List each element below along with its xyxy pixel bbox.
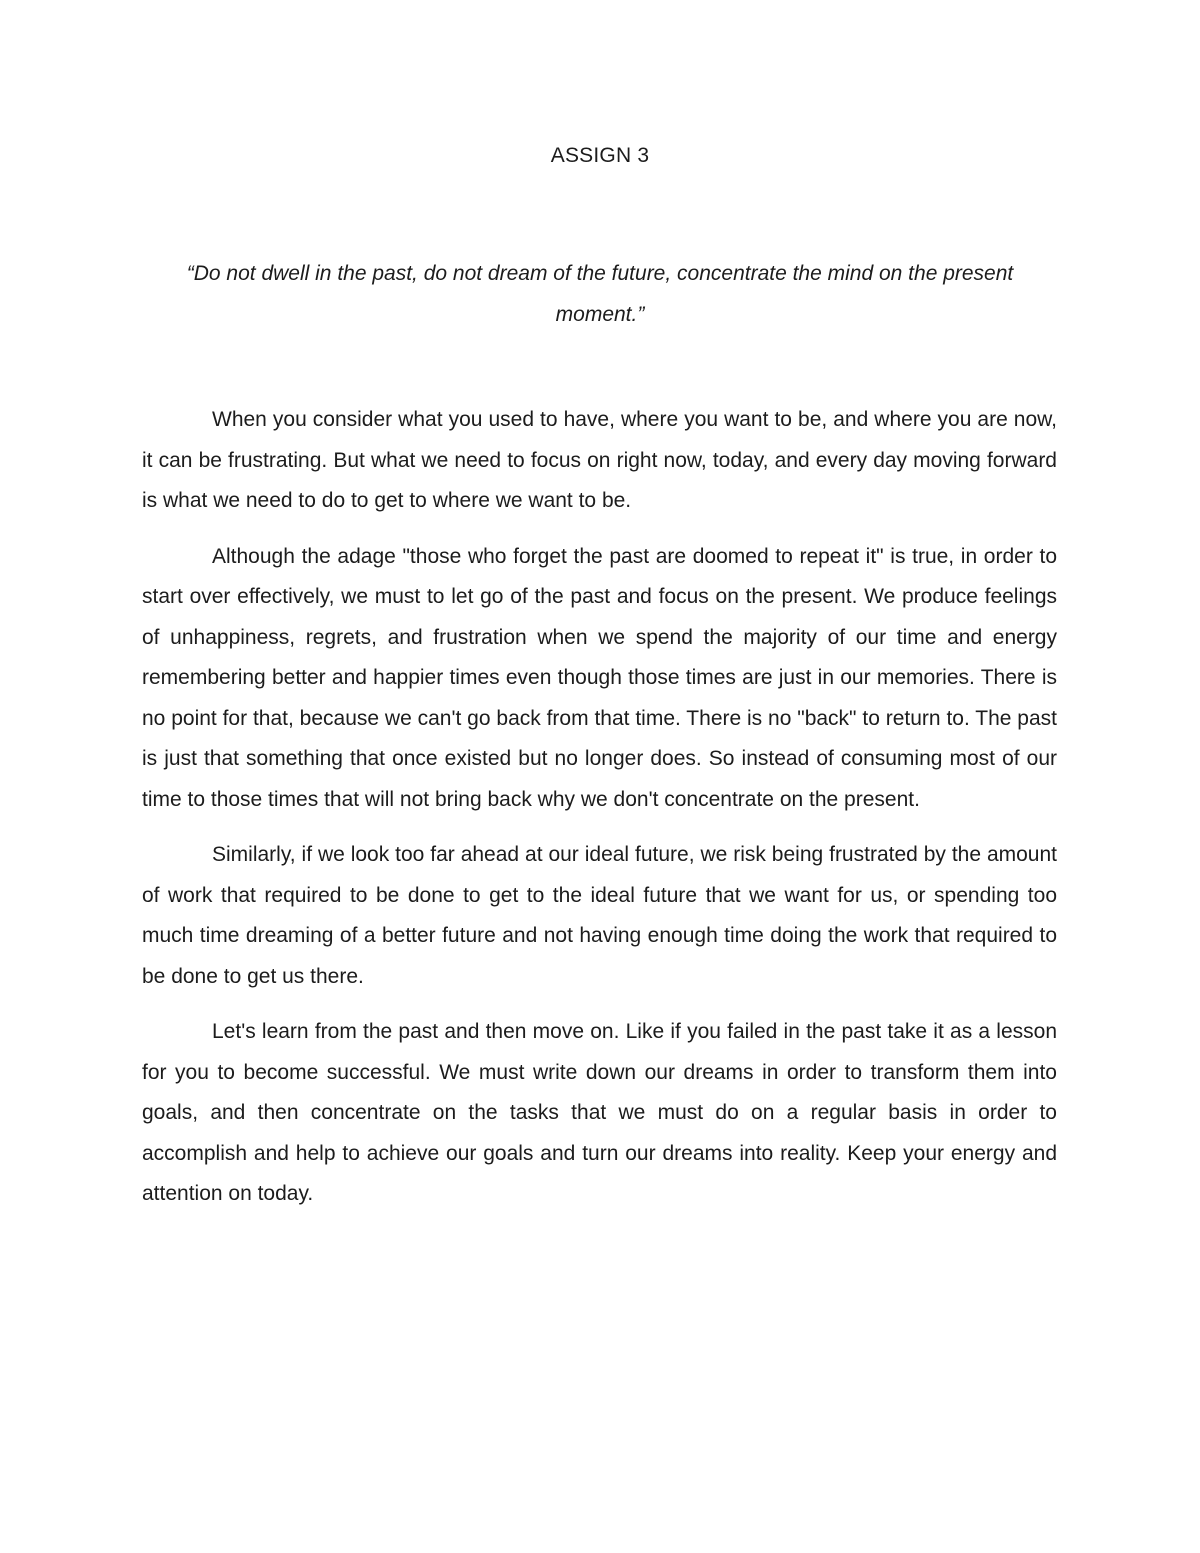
- document-title: ASSIGN 3: [550, 144, 650, 167]
- epigraph-quote: “Do not dwell in the past, do not dream of the future, concentrate the mind on the present moment.”: [186, 262, 1014, 326]
- body-paragraph: When you consider what you used to have, where you want to be, and where you are now, it can be frustrating. But what we need to focus on right now, today, and every day moving forward is what we need to do to get to where we want to be.: [142, 408, 1057, 512]
- essay-body: [142, 400, 1057, 1230]
- body-paragraph: Similarly, if we look too far ahead at our ideal future, we risk being frustrated by the amount of work that required to be done to get to the ideal future that we want for us, or spending too much time dreaming of a better future and not having enough time doing the work that required to be done to get us there.: [142, 843, 1057, 988]
- body-paragraph: Let's learn from the past and then move on. Like if you failed in the past take it as a lesson for you to become successful. We must write down our dreams in order to transform them into goals, and then concentrate on the tasks that we must do on a regular basis in order to accomplish and help to achieve our goals and turn our dreams into reality. Keep your energy and attention on today.: [142, 1020, 1057, 1205]
- body-paragraph: Although the adage "those who forget the past are doomed to repeat it" is true, in order to start over effectively, we must to let go of the past and focus on the present. We produce feelings of unhappiness, regrets, and frustration when we spend the majority of our time and energy remembering better and happier times even though those times are just in our memories. There is no point for that, because we can't go back from that time. There is no "back" to return to. The past is just that something that once existed but no longer does. So instead of consuming most of our time to those times that will not bring back why we don't concentrate on the present.: [142, 544, 1057, 811]
